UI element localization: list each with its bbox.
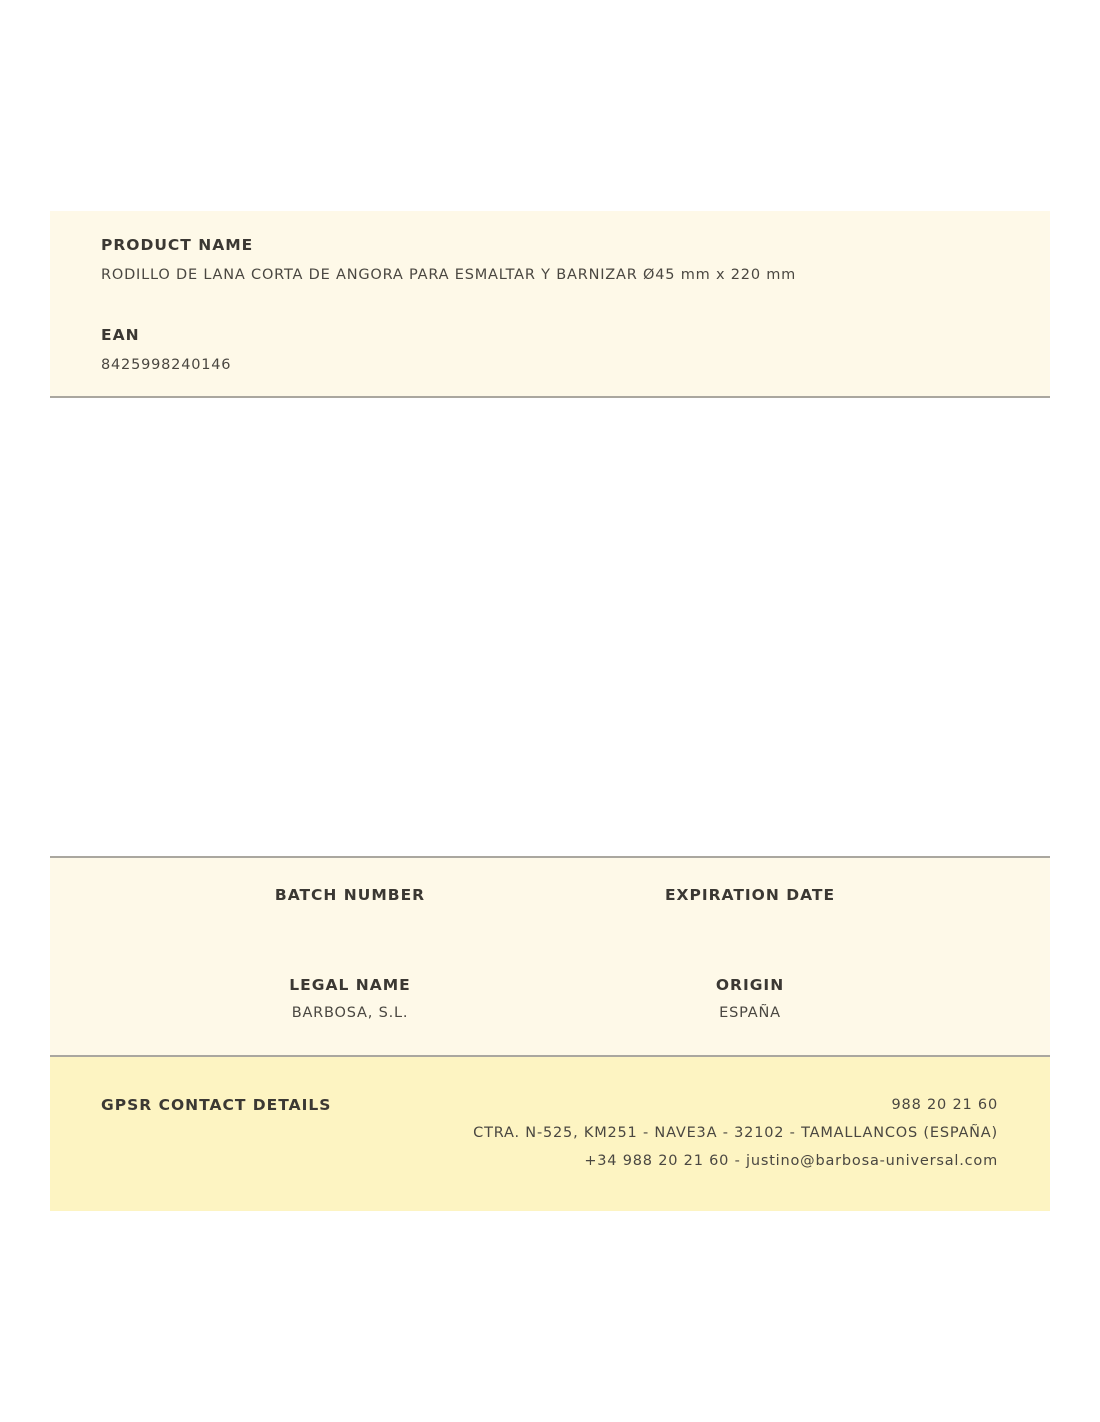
contact-phone: 988 20 21 60 [891,1097,998,1113]
product-name-value: RODILLO DE LANA CORTA DE ANGORA PARA ESMALTAR Y BARNIZAR Ø45 mm x 220 mm [101,267,797,283]
origin-value: ESPAÑA [719,1005,781,1021]
contact-phone-email: +34 988 20 21 60 - justino@barbosa-universal.com [584,1153,998,1169]
details-panel [50,856,1050,1057]
gpsr-contact-label: GPSR CONTACT DETAILS [101,1096,332,1114]
legal-name-label: LEGAL NAME [289,976,411,994]
product-name-label: PRODUCT NAME [101,236,254,254]
contact-panel [50,1057,1050,1211]
contact-lines [473,1095,998,1179]
ean-value: 8425998240146 [101,357,232,373]
product-info-panel [50,211,1050,398]
contact-address: CTRA. N-525, KM251 - NAVE3A - 32102 - TAMALLANCOS (ESPAÑA) [473,1125,998,1141]
expiration-date-label: EXPIRATION DATE [664,886,836,904]
ean-label: EAN [101,326,140,344]
batch-number-label: BATCH NUMBER [274,886,426,904]
origin-label: ORIGIN [715,976,785,994]
legal-name-value: BARBOSA, S.L. [291,1005,409,1021]
